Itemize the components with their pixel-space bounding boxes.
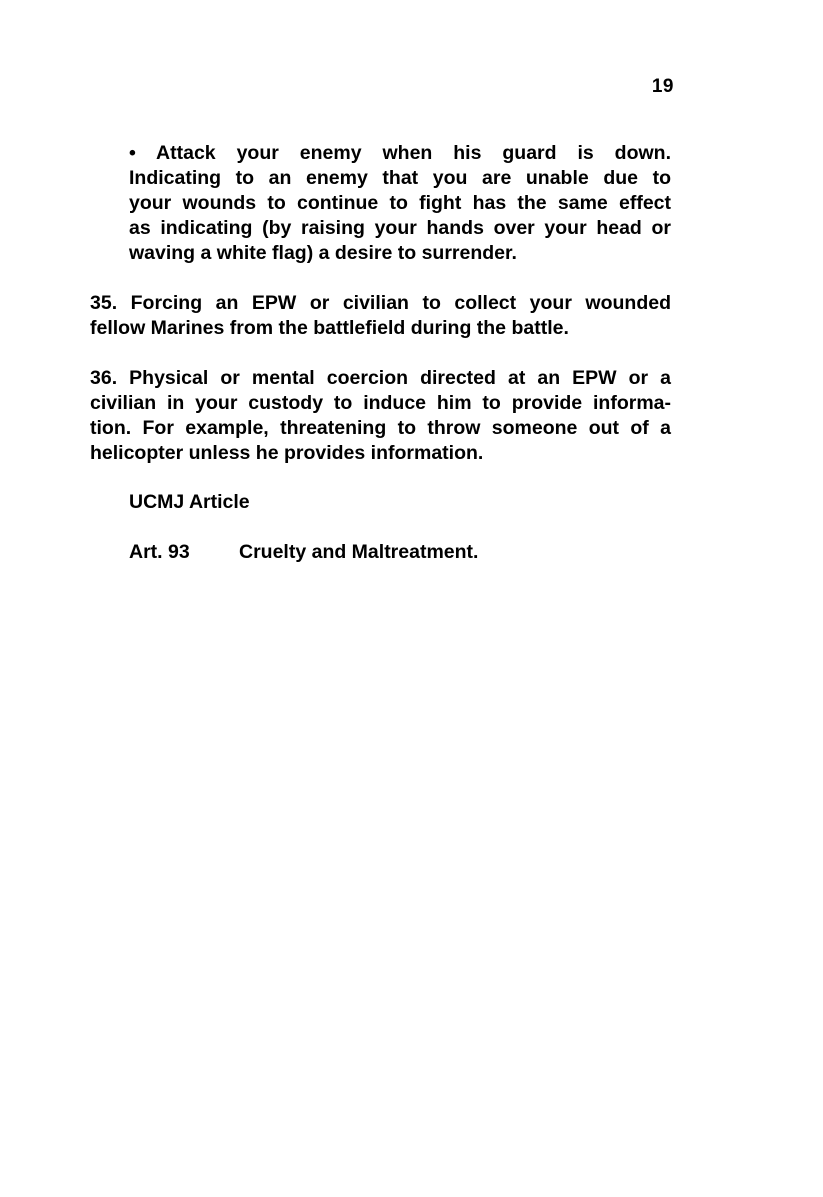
- page-number: 19: [651, 76, 674, 97]
- paragraph-line: fellow Marines from the battlefield during the battle.: [90, 317, 569, 339]
- paragraph-line: helicopter unless he provides information.: [90, 442, 484, 464]
- bullet-paragraph: [129, 141, 671, 266]
- ucmj-article-row: [129, 540, 478, 565]
- paragraph-line: waving a white flag) a desire to surrender.: [129, 242, 517, 264]
- item-36-paragraph: [90, 366, 671, 466]
- paragraph-line: 35. Forcing an EPW or civilian to collect your wounded: [90, 292, 671, 314]
- article-number: Art. 93: [129, 541, 190, 563]
- paragraph-line: your wounds to continue to fight has the same effect: [129, 192, 671, 214]
- paragraph-line: 36. Physical or mental coercion directed at an EPW or a: [90, 367, 671, 389]
- item-35-paragraph: [90, 291, 671, 341]
- paragraph-line: • Attack your enemy when his guard is down.: [129, 142, 671, 164]
- article-title: Cruelty and Maltreatment.: [239, 541, 479, 563]
- paragraph-line: tion. For example, threatening to throw someone out of a: [90, 417, 671, 439]
- ucmj-heading: UCMJ Article: [129, 491, 250, 513]
- paragraph-line: Indicating to an enemy that you are unable due to: [129, 167, 671, 189]
- paragraph-line: as indicating (by raising your hands over your head or: [129, 217, 671, 239]
- paragraph-line: civilian in your custody to induce him to provide informa-: [90, 392, 671, 414]
